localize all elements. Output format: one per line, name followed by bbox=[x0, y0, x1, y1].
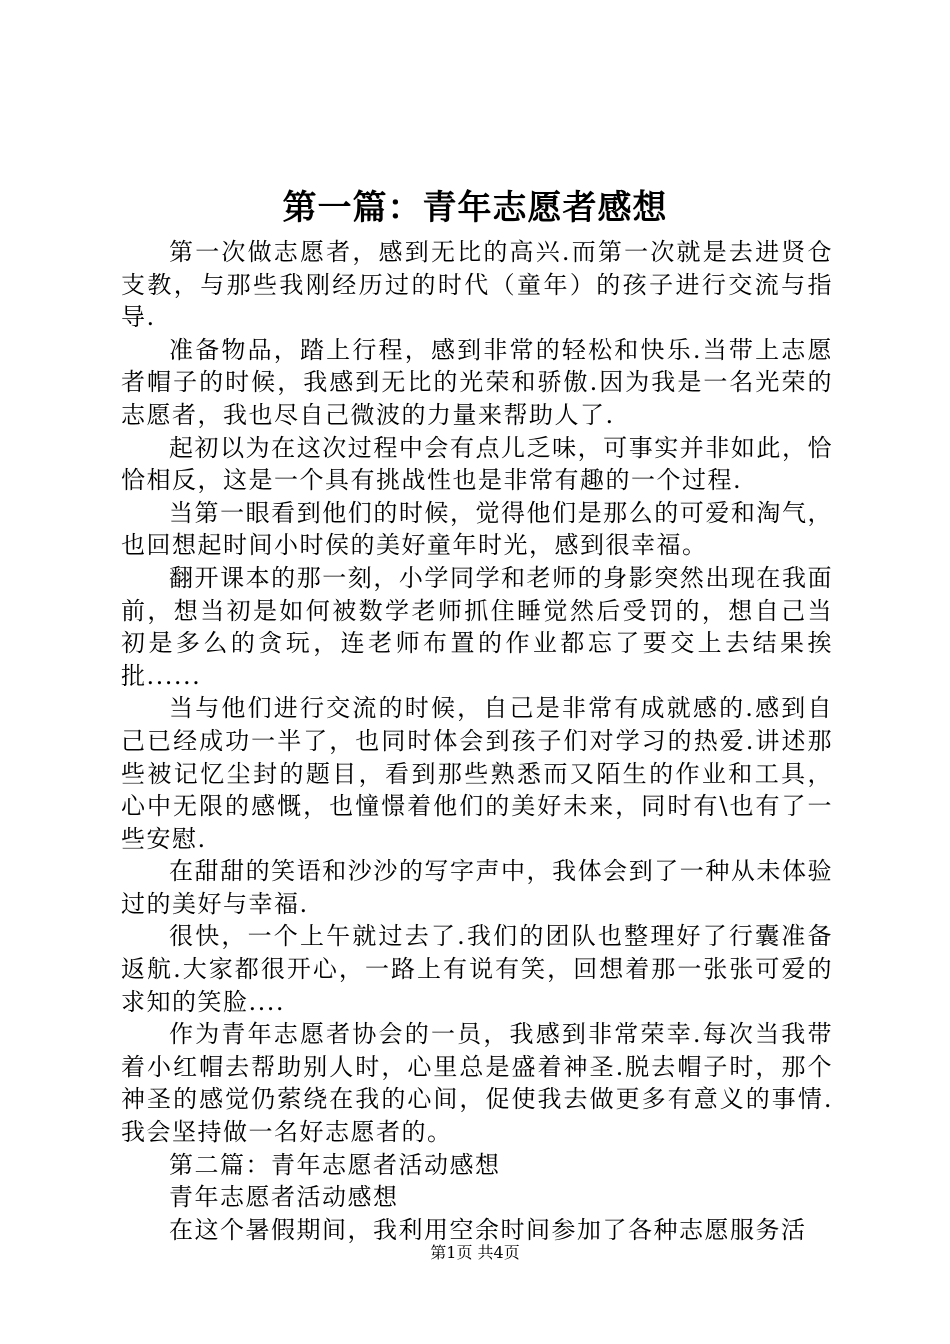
paragraph: 起初以为在这次过程中会有点儿乏味，可事实并非如此，恰恰相反，这是一个具有挑战性也是非常有趣的一个过程. bbox=[121, 433, 833, 495]
paragraph: 第一次做志愿者，感到无比的高兴.而第一次就是去进贤仓支教，与那些我刚经历过的时代（童年）的孩子进行交流与指导. bbox=[121, 238, 833, 332]
paragraph: 作为青年志愿者协会的一员，我感到非常荣幸.每次当我带着小红帽去帮助别人时，心里总是盛着神圣.脱去帽子时，那个神圣的感觉仍萦绕在我的心间，促使我去做更多有意义的事情.我会坚持做一名好志愿者的。 bbox=[121, 1020, 833, 1147]
document-body bbox=[121, 236, 833, 1246]
document-title: 第一篇：青年志愿者感想 bbox=[282, 188, 668, 228]
paragraph: 很快，一个上午就过去了.我们的团队也整理好了行囊准备返航.大家都很开心，一路上有说有笑，回想着那一张张可爱的求知的笑脸.... bbox=[121, 922, 833, 1016]
section-heading: 第二篇：青年志愿者活动感想 bbox=[169, 1150, 501, 1179]
paragraph: 在这个暑假期间，我利用空余时间参加了各种志愿服务活 bbox=[169, 1215, 807, 1244]
paragraph: 准备物品，踏上行程，感到非常的轻松和快乐.当带上志愿者帽子的时候，我感到无比的光荣和骄傲.因为我是一名光荣的志愿者，我也尽自己微波的力量来帮助人了. bbox=[121, 335, 833, 429]
subsection-heading: 青年志愿者活动感想 bbox=[169, 1183, 399, 1212]
paragraph: 当第一眼看到他们的时候，觉得他们是那么的可爱和淘气，也回想起时间小时侯的美好童年时光，感到很幸福。 bbox=[121, 498, 833, 560]
paragraph: 在甜甜的笑语和沙沙的写字声中，我体会到了一种从未体验过的美好与幸福. bbox=[121, 857, 833, 918]
page-footer: 第1页 共4页 bbox=[430, 1243, 520, 1262]
paragraph: 翻开课本的那一刻，小学同学和老师的身影突然出现在我面前，想当初是如何被数学老师抓住睡觉然后受罚的，想自己当初是多么的贪玩，连老师布置的作业都忘了要交上去结果挨批...... bbox=[121, 563, 833, 690]
paragraph: 当与他们进行交流的时候，自己是非常有成就感的.感到自己已经成功一半了，也同时体会到孩子们对学习的热爱.讲述那些被记忆尘封的题目，看到那些熟悉而又陌生的作业和工具，心中无限的感慨，也憧憬着他们的美好未来，同时有\也有了一些安慰. bbox=[121, 694, 833, 853]
